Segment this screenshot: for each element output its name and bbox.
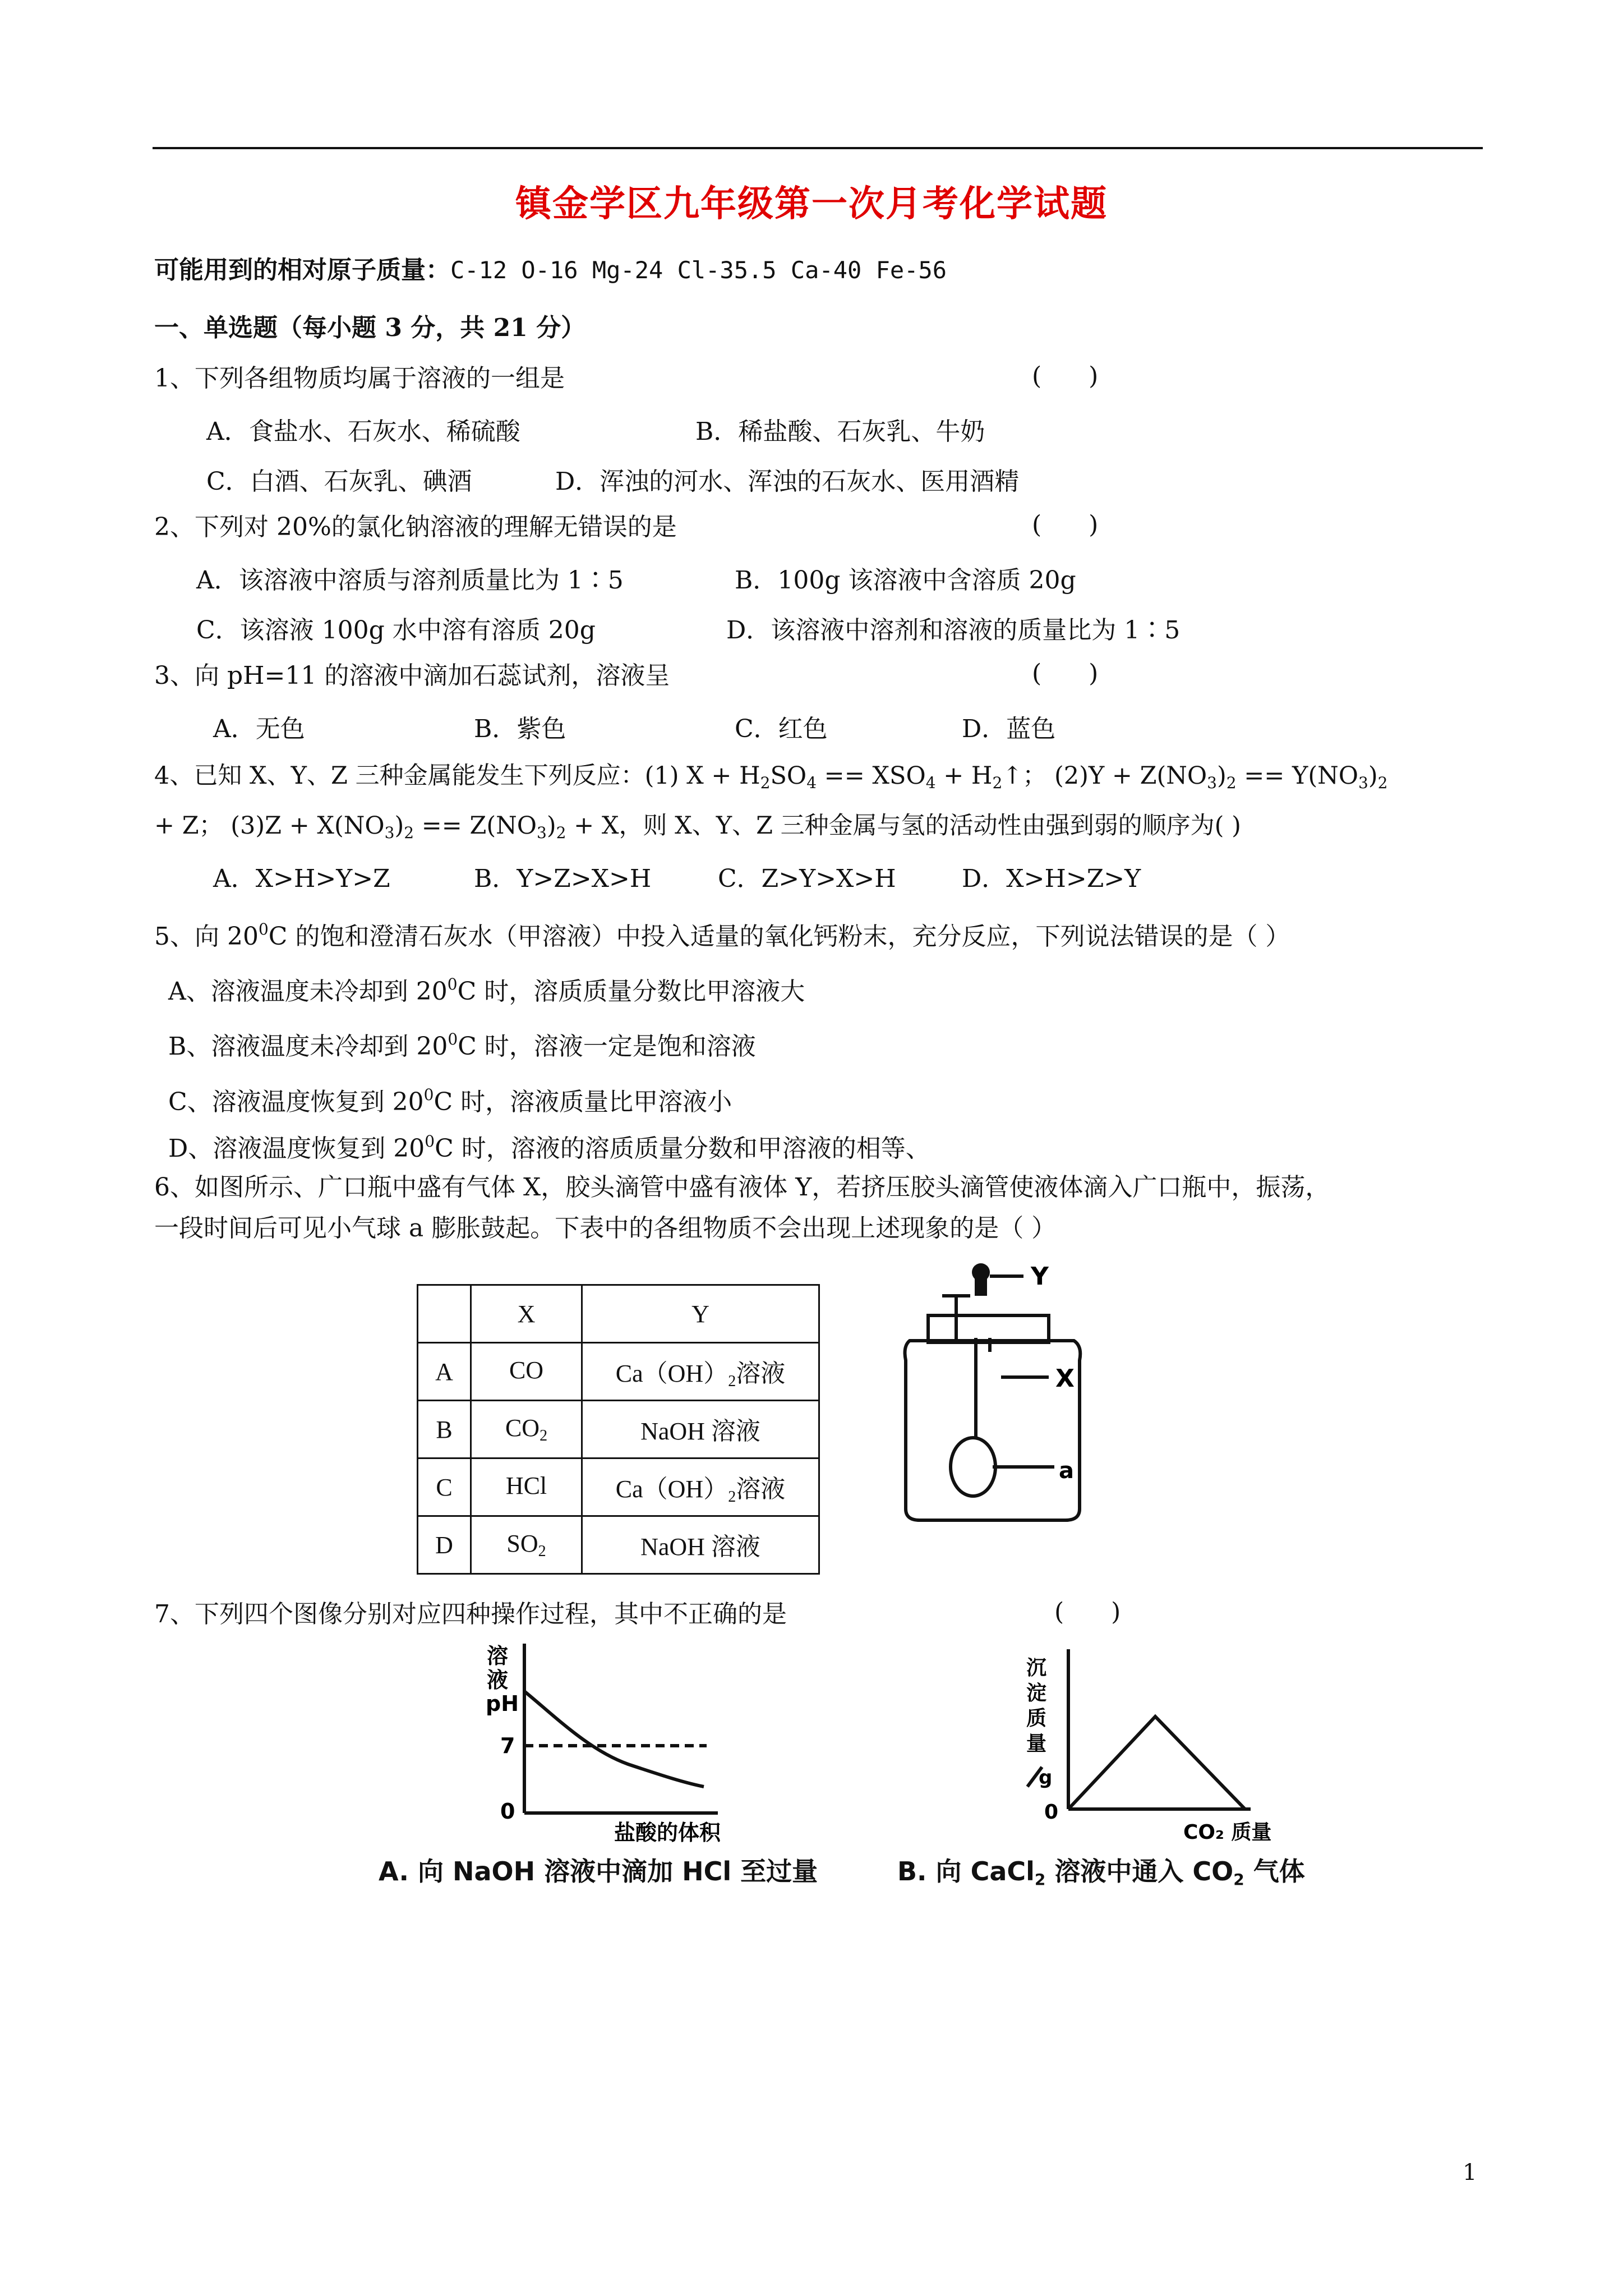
chart-a-ylabel-2: 液 <box>487 1668 509 1692</box>
q5-stem: 5、向 $20^0C$ 的饱和澄清石灰水（甲溶液）中投入适量的氧化钙粉末，充分反应，下列说法错误的是（ ） <box>154 920 1290 951</box>
chart-a-ph-line <box>524 1691 704 1787</box>
fig-label-y: Y <box>1031 1262 1049 1291</box>
fig-label-a: a <box>1059 1458 1074 1484</box>
page-title: 镇金学区九年级第一次月考化学试题 <box>515 183 1108 225</box>
q6-line-2: 一段时间后可见小气球 a 膨胀鼓起。下表中的各组物质不会出现上述现象的是（ ） <box>154 1214 1057 1243</box>
chart-b-ylabel-3: 质 <box>1026 1707 1047 1730</box>
atomic-mass-label: 可能用到的相对原子质量： <box>154 256 450 284</box>
q5-option-d: D、溶液温度恢复到 $20^0C$ 时，溶液的溶质质量分数和甲溶液的相等、 <box>168 1132 930 1163</box>
table-row: A CO $Ca(OH)_2$溶液 <box>418 1343 819 1401</box>
q6-table-header <box>418 1285 819 1343</box>
chart-b-ylabel-1: 沉 <box>1026 1657 1047 1680</box>
q7-stem: 7、下列四个图像分别对应四种操作过程，其中不正确的是 <box>154 1600 787 1628</box>
q2-option-b: B．100g 该溶液中含溶质 20g <box>735 566 1076 595</box>
q1-option-d: D．浑浊的河水、浑浊的石灰水、医用酒精 <box>555 467 1020 496</box>
q4-option-a: A．X>H>Y>Z <box>213 864 390 893</box>
q6-table <box>417 1284 820 1575</box>
q3-answer-paren: ( ) <box>1032 659 1099 688</box>
q2-option-c: C．该溶液 100g 水中溶有溶质 20g <box>196 616 596 645</box>
fig-label-x: X <box>1055 1364 1075 1393</box>
flask-apparatus-figure <box>880 1262 1116 1531</box>
chart-b-line <box>1068 1717 1245 1809</box>
header-rule <box>153 147 1483 149</box>
q3-option-c: C．红色 <box>735 715 828 743</box>
q4-option-c: C．Z>Y>X>H <box>718 864 896 893</box>
q6-header-blank <box>418 1285 471 1343</box>
table-row: C HCl $Ca(OH)_2$溶液 <box>418 1458 819 1516</box>
chart-a-tick-7: 7 <box>500 1733 515 1758</box>
chart-b-ylabel-2: 淀 <box>1026 1682 1047 1705</box>
chart-a-ylabel-1: 溶 <box>487 1644 509 1668</box>
page-number: 1 <box>1463 2160 1477 2185</box>
q2-stem: 2、下列对 20%的氯化钠溶液的理解无错误的是 <box>154 513 677 541</box>
q4-option-b: B．Y>Z>X>H <box>474 864 652 893</box>
q3-option-d: D．蓝色 <box>962 715 1056 743</box>
chart-a-ylabel-3: pH <box>486 1691 519 1716</box>
q6-header-y: Y <box>582 1285 819 1343</box>
q4-option-d: D．X>H>Z>Y <box>962 864 1141 893</box>
atomic-mass-line <box>154 254 947 287</box>
q1-option-b: B．稀盐酸、石灰乳、牛奶 <box>695 417 985 446</box>
table-row: B $CO_2$ NaOH 溶液 <box>418 1401 819 1458</box>
chart-b-caption: B. 向 CaCl$_2$ 溶液中通入 $CO_2$ 气体 <box>897 1856 1305 1889</box>
q6-line-1: 6、如图所示、广口瓶中盛有气体 X，胶头滴管中盛有液体 Y，若挤压胶头滴管使液体滴入广口瓶中，振荡， <box>154 1173 1330 1202</box>
chart-b-origin: 0 <box>1044 1801 1059 1824</box>
q4-line-1: 4、已知 X、Y、Z 三种金属能发生下列反应：(1) $X + H_2SO_4 == XSO_4$ + $H_2↑$； $(2)Y + Z(NO_3)_2 == Y(NO_3)_2$ <box>154 762 1388 792</box>
q5-option-a: A、溶液温度未冷却到 $20^0C$ 时，溶质质量分数比甲溶液大 <box>168 975 805 1006</box>
q7-answer-paren: ( ) <box>1054 1598 1121 1626</box>
chart-b-xlabel: CO₂ 质量 <box>1183 1821 1272 1844</box>
section-heading: 一、单选题（每小题 3 分，共 21 分） <box>154 314 586 342</box>
q1-option-a: A．食盐水、石灰水、稀硫酸 <box>206 417 520 446</box>
q6-header-x: X <box>471 1285 582 1343</box>
q3-option-b: B．紫色 <box>474 715 566 743</box>
chart-a-xlabel: 盐酸的体积 <box>614 1820 721 1845</box>
table-row: D $SO_2$ NaOH 溶液 <box>418 1516 819 1574</box>
q5-option-b: B、溶液温度未冷却到 $20^0C$ 时，溶液一定是饱和溶液 <box>168 1030 756 1061</box>
chart-b-ylabel-5: g <box>1039 1766 1053 1789</box>
q3-option-a: A．无色 <box>213 715 305 743</box>
chart-b-precipitate <box>1015 1638 1284 1846</box>
q2-option-a: A．该溶液中溶质与溶剂质量比为 1∶5 <box>196 566 624 595</box>
q1-option-c: C．白酒、石灰乳、碘酒 <box>206 467 472 496</box>
chart-a-caption: A. 向 NaOH 溶液中滴加 HCl 至过量 <box>379 1856 818 1887</box>
q2-option-d: D．该溶液中溶剂和溶液的质量比为 1∶5 <box>726 616 1181 645</box>
q5-option-c: C、溶液温度恢复到 $20^0C$ 时，溶液质量比甲溶液小 <box>168 1085 732 1116</box>
q1-stem: 1、下列各组物质均属于溶液的一组是 <box>154 364 565 393</box>
chart-a-origin: 0 <box>500 1799 515 1824</box>
chart-a-ph-curve <box>471 1638 740 1846</box>
q4-line-2: + Z； $(3)Z + X(NO_3)_2 == Z(NO_3)_2 + X$，则 X、Y、Z 三种金属与氢的活动性由强到弱的顺序为( ) <box>154 812 1241 842</box>
chart-b-ylabel-4: 量 <box>1026 1732 1047 1755</box>
atomic-mass-values: C-12 O-16 Mg-24 Cl-35.5 Ca-40 Fe-56 <box>450 256 947 284</box>
q1-answer-paren: ( ) <box>1032 362 1099 390</box>
q3-stem: 3、向 pH=11 的溶液中滴加石蕊试剂，溶液呈 <box>154 661 670 690</box>
q2-answer-paren: ( ) <box>1032 510 1099 539</box>
